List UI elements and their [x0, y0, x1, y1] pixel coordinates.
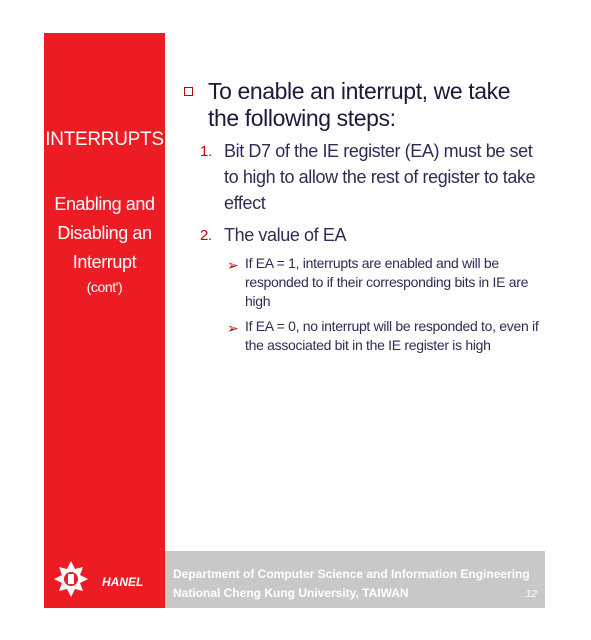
bullet-text: To enable an interrupt, we take the following steps: — [208, 78, 511, 131]
sub-item — [180, 317, 540, 355]
step-text: The value of EA — [224, 225, 347, 245]
step-number: 2. — [200, 227, 212, 244]
topic-continued: (cont') — [86, 279, 123, 295]
footer-logo-area — [44, 551, 165, 608]
department-info — [173, 565, 530, 603]
department-line: Department of Computer Science and Information Engineering — [173, 567, 530, 581]
step-item — [180, 222, 540, 248]
topic-title — [44, 190, 165, 297]
arrow-bullet-icon: ➢ — [227, 257, 239, 273]
sub-item-text: If EA = 0, no interrupt will be responded to, even if the associated bit in the IE register is high — [245, 318, 539, 353]
slide-content — [180, 78, 540, 355]
step-number: 1. — [200, 143, 212, 160]
university-seal-icon — [52, 559, 90, 599]
brand-label: HANEL — [102, 575, 144, 589]
topic-line-1: Enabling and — [54, 194, 155, 214]
step-item — [180, 138, 540, 216]
step-text: Bit D7 of the IE register (EA) must be set to high to allow the rest of register to take effect — [224, 141, 536, 213]
university-line: National Cheng Kung University, TAIWAN — [173, 586, 409, 600]
sub-item-text: If EA = 1, interrupts are enabled and will be responded to if their corresponding bits in IE are high — [245, 255, 529, 309]
page-number: 12 — [525, 589, 537, 600]
bullet-item — [180, 78, 540, 132]
topic-line-3: Interrupt — [72, 252, 137, 272]
arrow-bullet-icon: ➢ — [227, 320, 239, 336]
square-bullet-icon — [184, 87, 193, 96]
sub-item — [180, 254, 540, 311]
sidebar-panel — [44, 33, 165, 551]
topic-line-2: Disabling an — [57, 223, 152, 243]
section-title: INTERRUPTS — [45, 129, 164, 150]
footer-bar — [165, 551, 545, 608]
